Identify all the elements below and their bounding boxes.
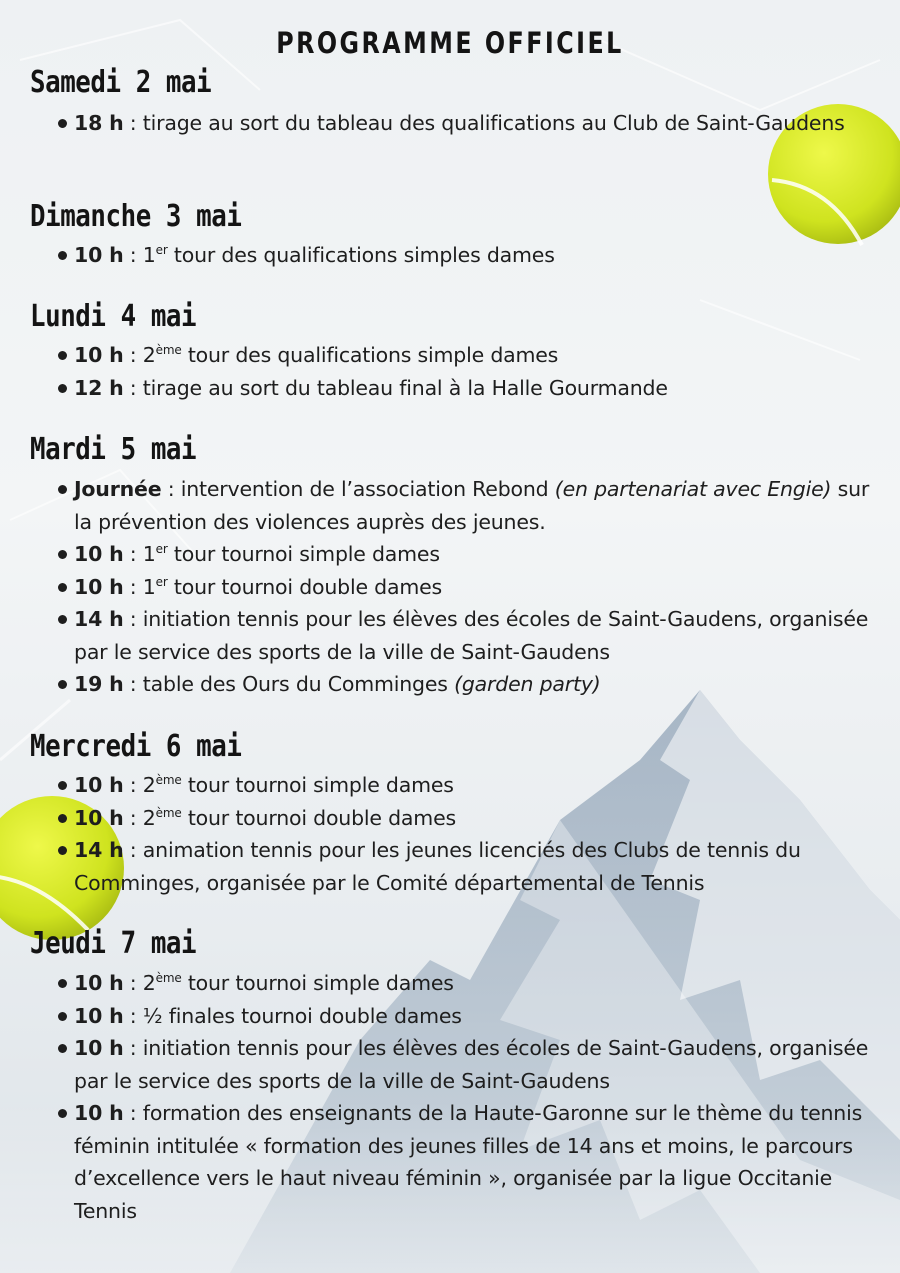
schedule-item [58, 834, 888, 899]
item-text: sur la prévention des violences auprès des jeunes. [74, 477, 870, 534]
item-text: : 2 [123, 971, 156, 995]
item-text: tour tournoi simple dames [181, 773, 454, 797]
item-text: : 1 [123, 243, 156, 267]
schedule-item [58, 769, 888, 802]
day-heading: Samedi 2 mai [30, 65, 212, 100]
item-text: : tirage au sort du tableau des qualifications au Club de Saint-Gaudens [123, 111, 845, 135]
item-time: 10 h [74, 805, 124, 830]
item-time: 10 h [74, 542, 124, 566]
item-note: (en partenariat avec Engie) [554, 477, 832, 501]
item-time: 10 h [74, 1101, 124, 1125]
day-heading: Mardi 5 mai [30, 432, 197, 467]
item-text: : tirage au sort du tableau final à la Halle Gourmande [123, 375, 668, 400]
day-schedule [58, 339, 888, 404]
ordinal-suffix: ème [155, 773, 182, 787]
schedule-item [58, 538, 888, 571]
item-text: tour tournoi simple dames [167, 542, 440, 566]
schedule-item [58, 571, 888, 604]
item-text: : 1 [123, 542, 156, 566]
ordinal-suffix: er [155, 574, 168, 589]
schedule-item [58, 1000, 888, 1033]
item-time: 10 h [74, 1036, 124, 1060]
item-text: : 1 [123, 574, 156, 599]
item-text: tour des qualifications simples dames [167, 243, 555, 267]
schedule-item [58, 668, 888, 701]
item-time: Journée [74, 477, 162, 501]
item-time: 18 h [74, 111, 124, 135]
day-heading: Dimanche 3 mai [30, 199, 242, 234]
day-schedule [58, 473, 888, 701]
item-time: 10 h [74, 971, 124, 995]
day-schedule [58, 769, 888, 899]
item-text: : table des Ours du Comminges [123, 672, 455, 696]
item-time: 10 h [74, 773, 124, 797]
day-heading: Lundi 4 mai [30, 299, 197, 334]
item-time: 10 h [74, 1003, 124, 1028]
item-text: : formation des enseignants de la Haute-Garonne sur le thème du tennis féminin intitulée « formation des jeunes filles de 14 ans et moins, le parcours d’excellence vers le haut niveau féminin », organisée par la ligue Occitanie Tennis [74, 1101, 863, 1223]
schedule-item [58, 107, 888, 140]
item-text: : intervention de l’association Rebond [161, 477, 555, 501]
item-time: 14 h [74, 838, 124, 862]
schedule-item [58, 967, 888, 1000]
day-schedule [58, 239, 888, 272]
item-text: : initiation tennis pour les élèves des écoles de Saint-Gaudens, organisée par le service des sports de la ville de Saint-Gaudens [74, 607, 869, 664]
item-text: tour tournoi simple dames [181, 971, 454, 995]
item-time: 10 h [74, 243, 124, 267]
item-text: tour tournoi double dames [167, 574, 443, 599]
item-text: : initiation tennis pour les élèves des écoles de Saint-Gaudens, organisée par le service des sports de la ville de Saint-Gaudens [74, 1036, 869, 1093]
ordinal-suffix: ème [155, 343, 182, 357]
item-time: 14 h [74, 607, 124, 631]
schedule-item [58, 802, 888, 835]
schedule-item [58, 239, 888, 272]
item-text: tour des qualifications simple dames [181, 343, 559, 367]
item-time: 12 h [74, 375, 124, 400]
item-text: : ½ finales tournoi double dames [123, 1003, 462, 1028]
item-time: 10 h [74, 343, 124, 367]
day-schedule [58, 107, 888, 140]
schedule-item [58, 372, 888, 405]
item-note: (garden party) [454, 672, 601, 696]
schedule-item [58, 1032, 888, 1097]
schedule-item [58, 339, 888, 372]
item-text: : animation tennis pour les jeunes licenciés des Clubs de tennis du Comminges, organisée par le Comité départemental de Tennis [74, 838, 801, 895]
item-text: : 2 [123, 805, 156, 830]
day-heading: Mercredi 6 mai [30, 729, 242, 764]
day-heading: Jeudi 7 mai [30, 926, 197, 961]
ordinal-suffix: er [155, 243, 168, 257]
day-schedule [58, 967, 888, 1227]
ordinal-suffix: ème [155, 971, 182, 985]
item-text: tour tournoi double dames [181, 805, 456, 830]
item-text: : 2 [123, 343, 156, 367]
item-time: 19 h [74, 672, 124, 696]
ordinal-suffix: er [155, 542, 168, 556]
item-text: : 2 [123, 773, 156, 797]
schedule-item [58, 473, 888, 538]
item-time: 10 h [74, 574, 124, 599]
schedule-item [58, 1097, 888, 1227]
schedule-item [58, 603, 888, 668]
ordinal-suffix: ème [155, 805, 182, 820]
page-title: PROGRAMME OFFICIEL [276, 26, 624, 60]
